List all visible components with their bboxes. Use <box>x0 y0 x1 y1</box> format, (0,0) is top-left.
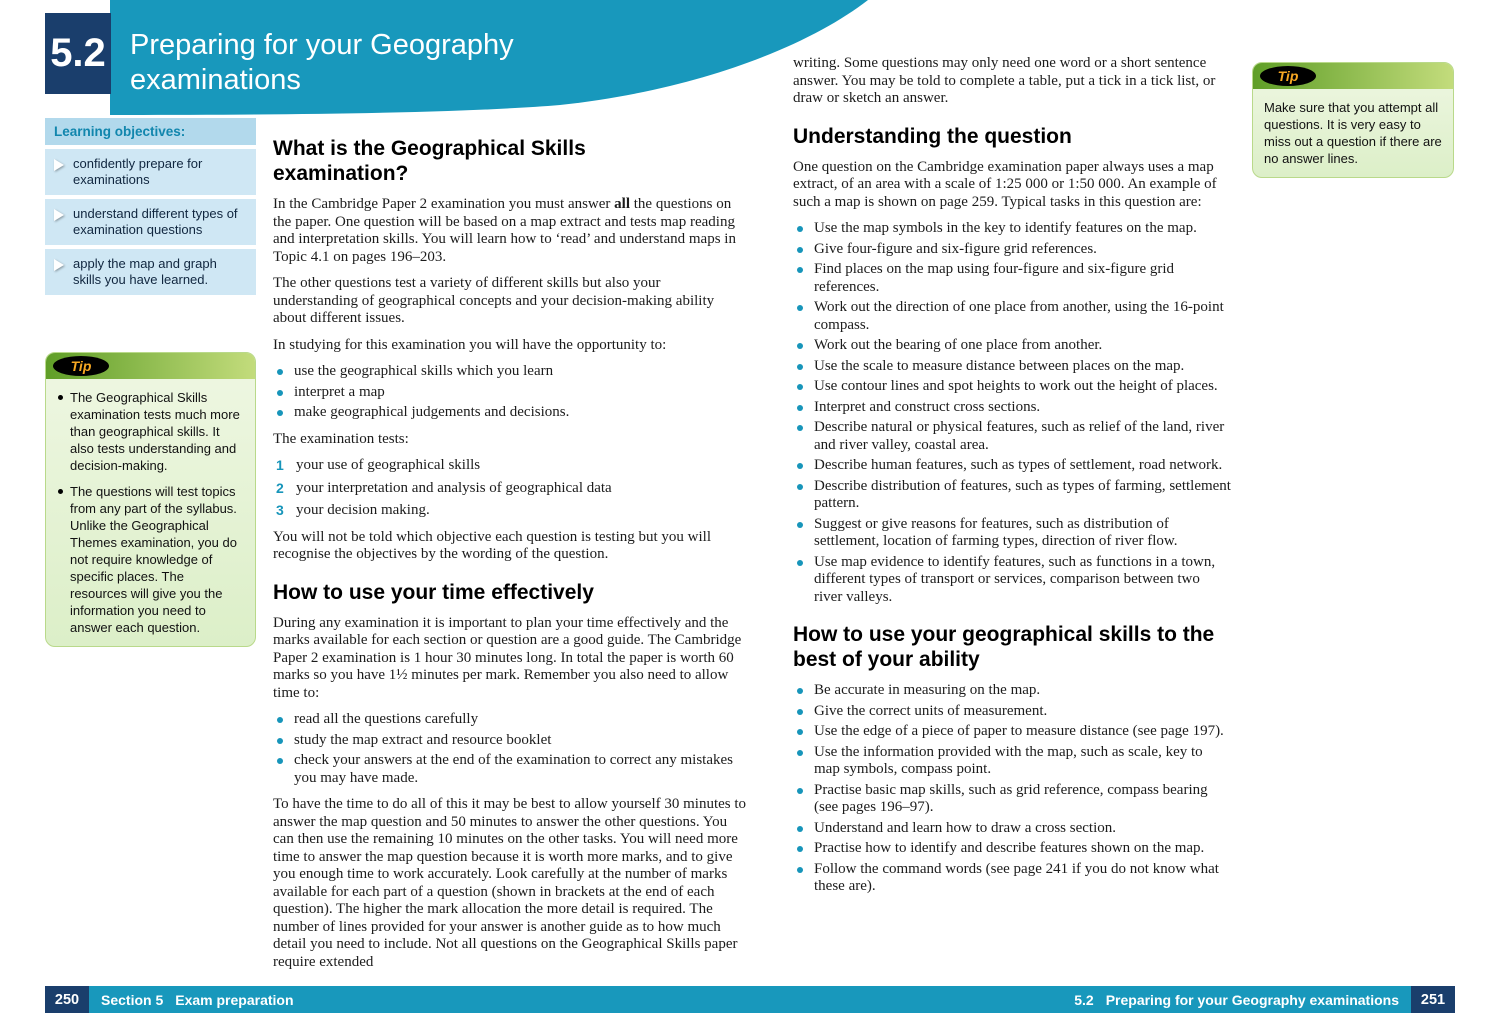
right-column <box>793 55 1231 905</box>
bullet-item: read all the questions carefully <box>273 711 747 729</box>
bullet-item: Use the map symbols in the key to identify features on the map. <box>793 220 1231 238</box>
bullet-item: Use the information provided with the map, such as scale, key to map symbols, compass point. <box>793 744 1231 779</box>
paragraph: The examination tests: <box>273 430 409 447</box>
footer-section-title: Exam preparation <box>175 991 294 1008</box>
paragraph: To have the time to do all of this it may be best to allow yourself 30 minutes to answer the map question and 50 minutes to answer the other questions. You can then use the remaining 10 minutes on the other tasks. You will need more time to answer the map question because it is worth more marks, and to give you enough time to work accurately. Look carefully at the number of marks available for each part of a question (shown in brackets at the end of each question). The higher the mark allocation the more detail is required. The number of lines provided for your answer is another guide as to how much detail you need to include. Not all questions on the Geographical Skills paper require extended <box>273 796 747 970</box>
tip-item: The questions will test topics from any part of the syllabus. Unlike the Geographical Themes examination, you do not require knowledge of specific places. The resources will give you the information you need to answer each question. <box>57 483 244 636</box>
heading-time-effectively: How to use your time effectively <box>273 580 594 604</box>
tip-body <box>1253 89 1453 177</box>
paragraph: You will not be told which objective each question is testing but you will recognise the objectives by the wording of the question. <box>273 528 712 562</box>
bullet-item: make geographical judgements and decisions. <box>273 404 747 422</box>
paragraph: During any examination it is important to plan your time effectively and the marks available for each section or question are a good guide. The Cambridge Paper 2 examination is 1 hour 30 minutes long. In total the paper is worth 60 marks so you have 1½ minutes per mark. Remember you also need to allow time to: <box>273 614 742 701</box>
bullet-list <box>273 363 747 422</box>
numbered-list <box>273 457 747 520</box>
footer-left <box>45 986 294 1013</box>
tip-badge: Tip <box>1260 66 1316 86</box>
numbered-item: your decision making. <box>296 502 430 518</box>
bullet-item: Describe human features, such as types of settlement, road network. <box>793 457 1231 475</box>
paragraph: The other questions test a variety of different skills but also your understanding of geographical concepts and your decision-making ability about different issues. <box>273 275 715 326</box>
bullet-item: Follow the command words (see page 241 if you do not know what these are). <box>793 861 1231 896</box>
tip-badge: Tip <box>53 356 109 376</box>
tip-box-right <box>1252 62 1454 178</box>
footer-page-number-left: 250 <box>45 986 89 1013</box>
tip-header <box>46 353 255 379</box>
bullet-item: Be accurate in measuring on the map. <box>793 682 1231 700</box>
bullet-list <box>793 220 1231 606</box>
bullet-item: Work out the bearing of one place from another. <box>793 337 1231 355</box>
bullet-list <box>793 682 1231 896</box>
bullet-item: interpret a map <box>273 384 747 402</box>
tip-item: The Geographical Skills examination tests much more than geographical skills. It also tests understanding and decision-making. <box>57 389 244 474</box>
section-number-badge: 5.2 <box>45 13 111 94</box>
numbered-item: your use of geographical skills <box>296 457 481 473</box>
heading-understanding-question: Understanding the question <box>793 124 1072 148</box>
bullet-item: Interpret and construct cross sections. <box>793 399 1231 417</box>
objective-text: apply the map and graph skills you have learned. <box>73 256 217 287</box>
bullet-item: check your answers at the end of the examination to correct any mistakes you may have made. <box>273 752 747 787</box>
paragraph-text: the questions on the paper. One question will be based on a map extract and tests map reading and interpretation skills. You will learn how to ‘read’ and understand maps in Topic 4.1 on pages 196–203. <box>273 196 736 265</box>
bullet-list <box>273 711 747 787</box>
tip-box-left <box>45 352 256 647</box>
arrow-right-icon <box>54 259 64 271</box>
bold-text: all <box>614 196 631 212</box>
left-column <box>273 136 747 980</box>
learning-objectives-heading: Learning objectives: <box>45 118 256 145</box>
bullet-item: Work out the direction of one place from another, using the 16-point compass. <box>793 299 1231 334</box>
bullet-item: Practise basic map skills, such as grid reference, compass bearing (see pages 196–97). <box>793 782 1231 817</box>
continuation-paragraph: writing. Some questions may only need one word or a short sentence answer. You may be told to complete a table, put a tick in a tick list, or draw or sketch an answer. <box>793 55 1216 106</box>
paragraph-text: In the Cambridge Paper 2 examination you must answer <box>273 196 615 212</box>
bullet-item: Use contour lines and spot heights to work out the height of places. <box>793 378 1231 396</box>
arrow-right-icon <box>54 209 64 221</box>
objective-item <box>45 249 256 295</box>
bullet-item: Describe distribution of features, such as types of farming, settlement pattern. <box>793 478 1231 513</box>
bullet-item: Use the edge of a piece of paper to measure distance (see page 197). <box>793 723 1231 741</box>
footer-right <box>1074 986 1455 1013</box>
objective-item <box>45 149 256 195</box>
footer-bar <box>45 986 1455 1013</box>
objective-item <box>45 199 256 245</box>
chapter-title: Preparing for your Geography examinations <box>130 29 514 96</box>
bullet-item: use the geographical skills which you learn <box>273 363 747 381</box>
bullet-item: Use the scale to measure distance between places on the map. <box>793 358 1231 376</box>
bullet-item: Practise how to identify and describe features shown on the map. <box>793 840 1231 858</box>
objective-text: confidently prepare for examinations <box>73 156 203 187</box>
bullet-item: Give the correct units of measurement. <box>793 703 1231 721</box>
arrow-right-icon <box>54 159 64 171</box>
footer-chapter-number: 5.2 <box>1074 991 1094 1008</box>
footer-chapter-title: Preparing for your Geography examinations <box>1105 991 1399 1008</box>
tip-header <box>1253 63 1453 89</box>
bullet-item: Understand and learn how to draw a cross section. <box>793 820 1231 838</box>
bullet-item: Find places on the map using four-figure and six-figure grid references. <box>793 261 1231 296</box>
bullet-item: Use map evidence to identify features, such as functions in a town, different types of transport or services, comparison between two river valleys. <box>793 554 1231 607</box>
footer-page-number-right: 251 <box>1411 986 1455 1013</box>
objective-text: understand different types of examination questions <box>73 206 238 237</box>
paragraph: In studying for this examination you will have the opportunity to: <box>273 336 667 353</box>
tip-body <box>46 379 255 646</box>
bullet-item: Suggest or give reasons for features, such as distribution of settlement, location of farming types, direction of river flow. <box>793 516 1231 551</box>
learning-objectives-panel <box>45 118 256 295</box>
bullet-item: study the map extract and resource booklet <box>273 732 747 750</box>
numbered-item: your interpretation and analysis of geographical data <box>296 479 612 496</box>
paragraph: One question on the Cambridge examination paper always uses a map extract, of an area with a scale of 1:25 000 or 1:50 000. An example of such a map is shown on page 259. Typical tasks in this question are: <box>793 158 1217 210</box>
heading-skills-examination: What is the Geographical Skills examination? <box>273 137 586 185</box>
bullet-item: Give four-figure and six-figure grid references. <box>793 241 1231 259</box>
heading-geographical-skills-best: How to use your geographical skills to the best of your ability <box>793 623 1215 671</box>
paragraph <box>273 196 747 266</box>
tip-text: Make sure that you attempt all questions. It is very easy to miss out a question if there are no answer lines. <box>1264 100 1442 166</box>
bullet-item: Describe natural or physical features, such as relief of the land, river and river valley, coastal area. <box>793 419 1231 454</box>
footer-section-label: Section 5 <box>101 991 164 1008</box>
